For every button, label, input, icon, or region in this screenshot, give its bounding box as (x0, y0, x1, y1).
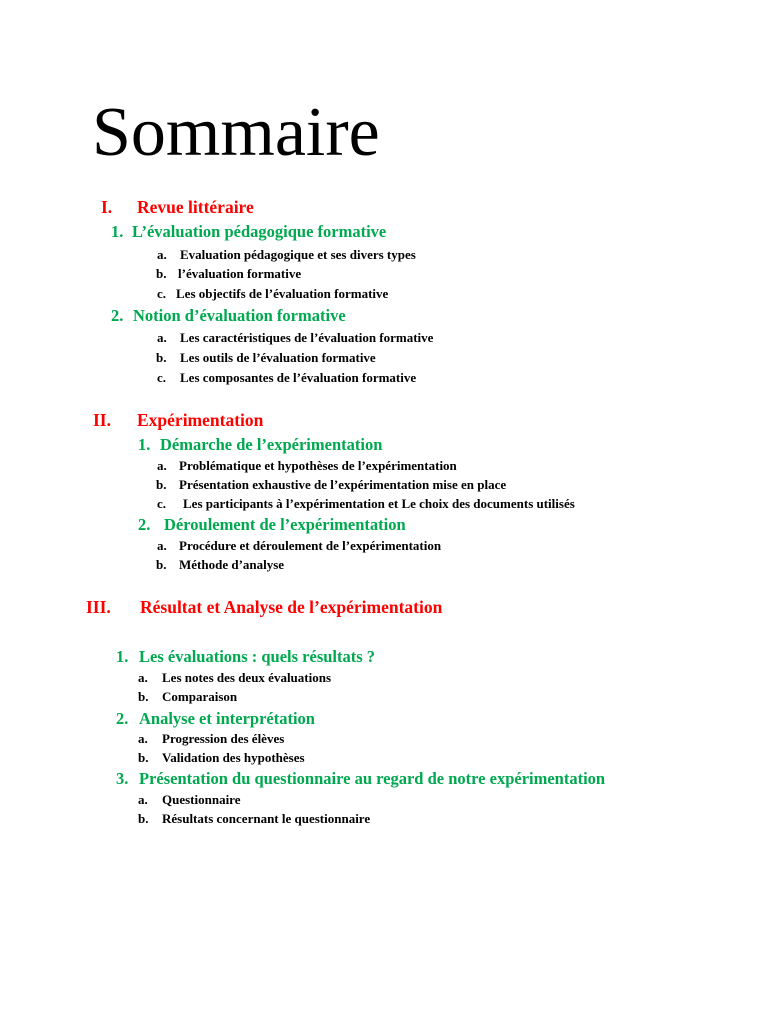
item-text: Questionnaire (162, 792, 241, 807)
section-1-sub-1-heading: L’évaluation pédagogique formative (132, 222, 387, 241)
section-3-number: III. (86, 597, 111, 617)
section-2-heading: Expérimentation (137, 410, 264, 430)
item-text: Comparaison (162, 689, 238, 704)
item-text: Les notes des deux évaluations (162, 670, 332, 685)
item-text: l’évaluation formative (178, 266, 302, 281)
item-marker: a. (157, 247, 167, 262)
item-marker: b. (138, 811, 149, 826)
item-marker: a. (138, 670, 148, 685)
item-text: Les caractéristiques de l’évaluation formative (180, 330, 434, 345)
item-marker: c. (157, 286, 167, 301)
section-2-sub-2-number: 2. (138, 515, 151, 534)
section-1-heading: Revue littéraire (137, 197, 254, 217)
page-title: Sommaire (92, 94, 380, 171)
section-3-sub-2-number: 2. (116, 709, 129, 728)
item-text: Présentation exhaustive de l’expérimentation mise en place (179, 477, 507, 492)
item-marker: b. (138, 689, 149, 704)
section-3-sub-2-heading: Analyse et interprétation (139, 709, 315, 728)
item-text: Les outils de l’évaluation formative (180, 350, 376, 365)
item-marker: a. (138, 792, 148, 807)
item-marker: b. (156, 477, 167, 492)
section-2-sub-2-heading: Déroulement de l’expérimentation (164, 515, 406, 534)
section-3-sub-1-number: 1. (116, 647, 129, 666)
section-3-sub-3-heading: Présentation du questionnaire au regard de notre expérimentation (139, 769, 606, 788)
section-2-sub-1-number: 1. (138, 435, 151, 454)
section-3-heading: Résultat et Analyse de l’expérimentation (140, 597, 443, 617)
item-text: Les composantes de l’évaluation formative (180, 370, 417, 385)
item-text: Problématique et hypothèses de l’expérimentation (179, 458, 457, 473)
section-2-sub-1-heading: Démarche de l’expérimentation (160, 435, 383, 454)
item-marker: a. (157, 330, 167, 345)
section-3-sub-3-number: 3. (116, 769, 129, 788)
section-1-sub-2-number: 2. (111, 306, 124, 325)
item-marker: a. (157, 538, 167, 553)
item-text: Résultats concernant le questionnaire (162, 811, 371, 826)
item-marker: c. (157, 496, 167, 511)
item-text: Evaluation pédagogique et ses divers types (180, 247, 416, 262)
item-text: Procédure et déroulement de l’expérimentation (179, 538, 442, 553)
item-text: Les participants à l’expérimentation et Le choix des documents utilisés (183, 496, 575, 511)
item-marker: b. (138, 750, 149, 765)
item-text: Méthode d’analyse (179, 557, 285, 572)
item-marker: b. (156, 557, 167, 572)
item-marker: b. (156, 266, 167, 281)
item-marker: c. (157, 370, 167, 385)
item-marker: a. (157, 458, 167, 473)
item-marker: a. (138, 731, 148, 746)
section-3-sub-1-heading: Les évaluations : quels résultats ? (139, 647, 376, 666)
section-1-sub-1-number: 1. (111, 222, 124, 241)
section-2-number: II. (93, 410, 111, 430)
item-text: Les objectifs de l’évaluation formative (176, 286, 389, 301)
section-1-number: I. (101, 197, 113, 217)
section-1-sub-2-heading: Notion d’évaluation formative (133, 306, 346, 325)
item-text: Progression des élèves (162, 731, 285, 746)
item-text: Validation des hypothèses (162, 750, 305, 765)
item-marker: b. (156, 350, 167, 365)
